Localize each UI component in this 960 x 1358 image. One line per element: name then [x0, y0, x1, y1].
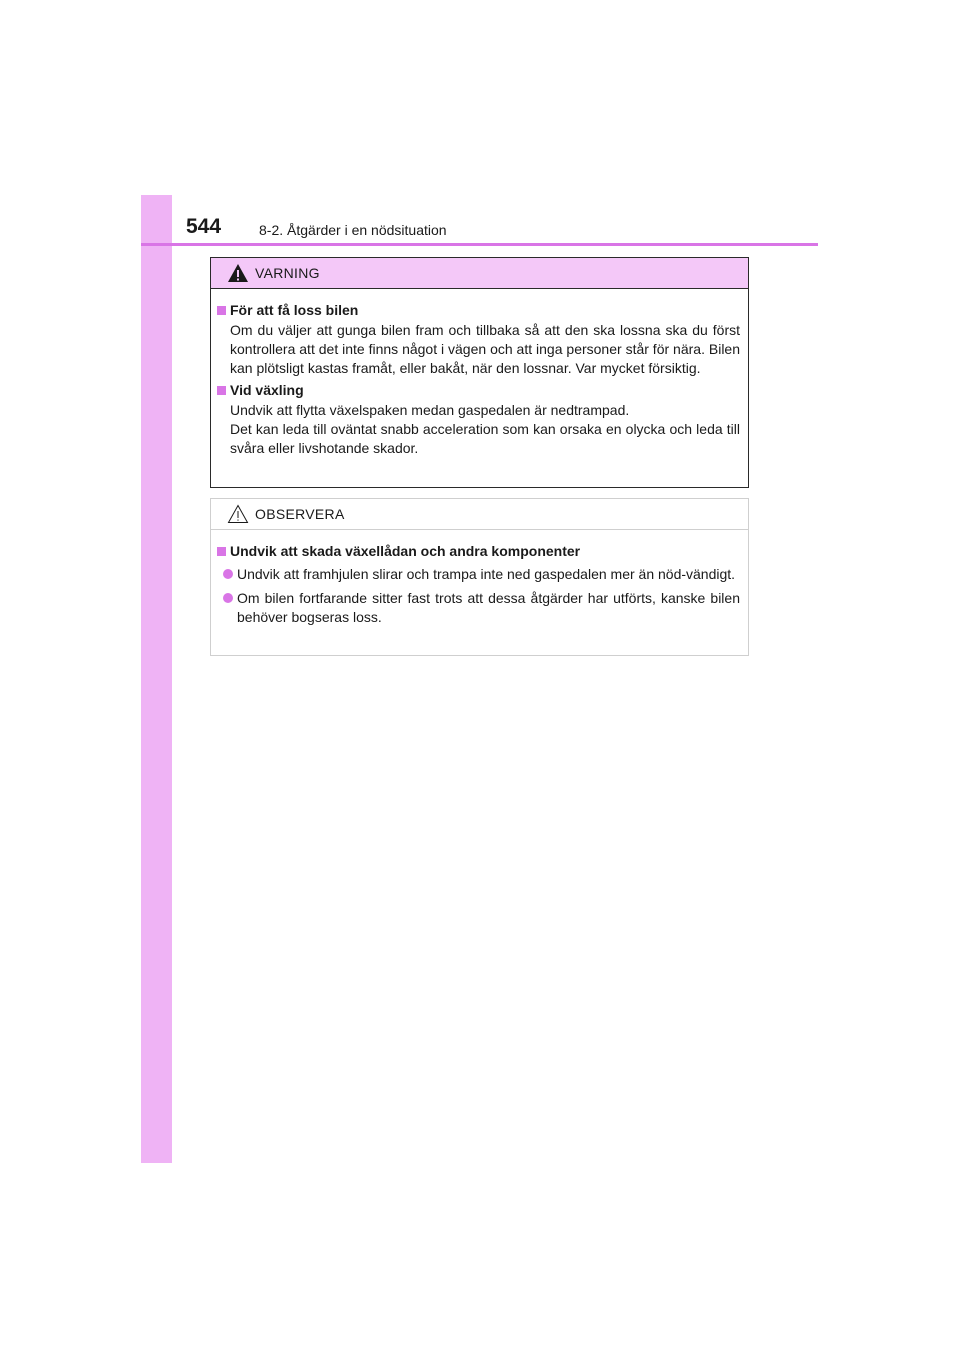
notice-bullet: Undvik att framhjulen slirar och trampa inte ned gaspedalen mer än nöd-vändigt.: [223, 565, 740, 584]
square-bullet-icon: [217, 547, 226, 556]
square-bullet-icon: [217, 306, 226, 315]
circle-bullet-icon: [223, 593, 233, 603]
page-number: 544: [186, 215, 222, 238]
warning-item-heading: För att få loss bilen: [217, 301, 740, 320]
notice-header: [211, 499, 748, 530]
warning-item-heading: Vid växling: [217, 381, 740, 400]
warning-label: VARNING: [255, 265, 320, 281]
header-rule: [141, 243, 818, 246]
circle-bullet-icon: [223, 569, 233, 579]
warning-item-text: Om du väljer att gunga bilen fram och tillbaka så att den ska lossna ska du först kontrollera att det inte finns något i vägen och att inga personer står för nära. Bilen kan plötsligt kastas framåt, eller bakåt, när den lossnar. Var mycket försiktig.: [230, 322, 740, 376]
notice-bullet: Om bilen fortfarande sitter fast trots att dessa åtgärder har utförts, kanske bilen behöver bogseras loss.: [223, 589, 740, 627]
section-title: 8-2. Åtgärder i en nödsituation: [259, 222, 447, 238]
caution-triangle-icon: [227, 504, 249, 524]
warning-item-text: Det kan leda till oväntat snabb acceleration som kan orsaka en olycka och leda till svåra eller livshotande skador.: [230, 421, 740, 456]
warning-header: [211, 258, 748, 289]
notice-box: [210, 498, 749, 656]
square-bullet-icon: [217, 386, 226, 395]
notice-item-heading: Undvik att skada växellådan och andra komponenter: [217, 542, 740, 561]
warning-item-text: Undvik att flytta växelspaken medan gaspedalen är nedtrampad.: [230, 402, 630, 418]
warning-triangle-icon: [227, 263, 249, 283]
notice-label: OBSERVERA: [255, 506, 345, 522]
chapter-side-band: [141, 195, 172, 1163]
warning-box: [210, 257, 749, 488]
